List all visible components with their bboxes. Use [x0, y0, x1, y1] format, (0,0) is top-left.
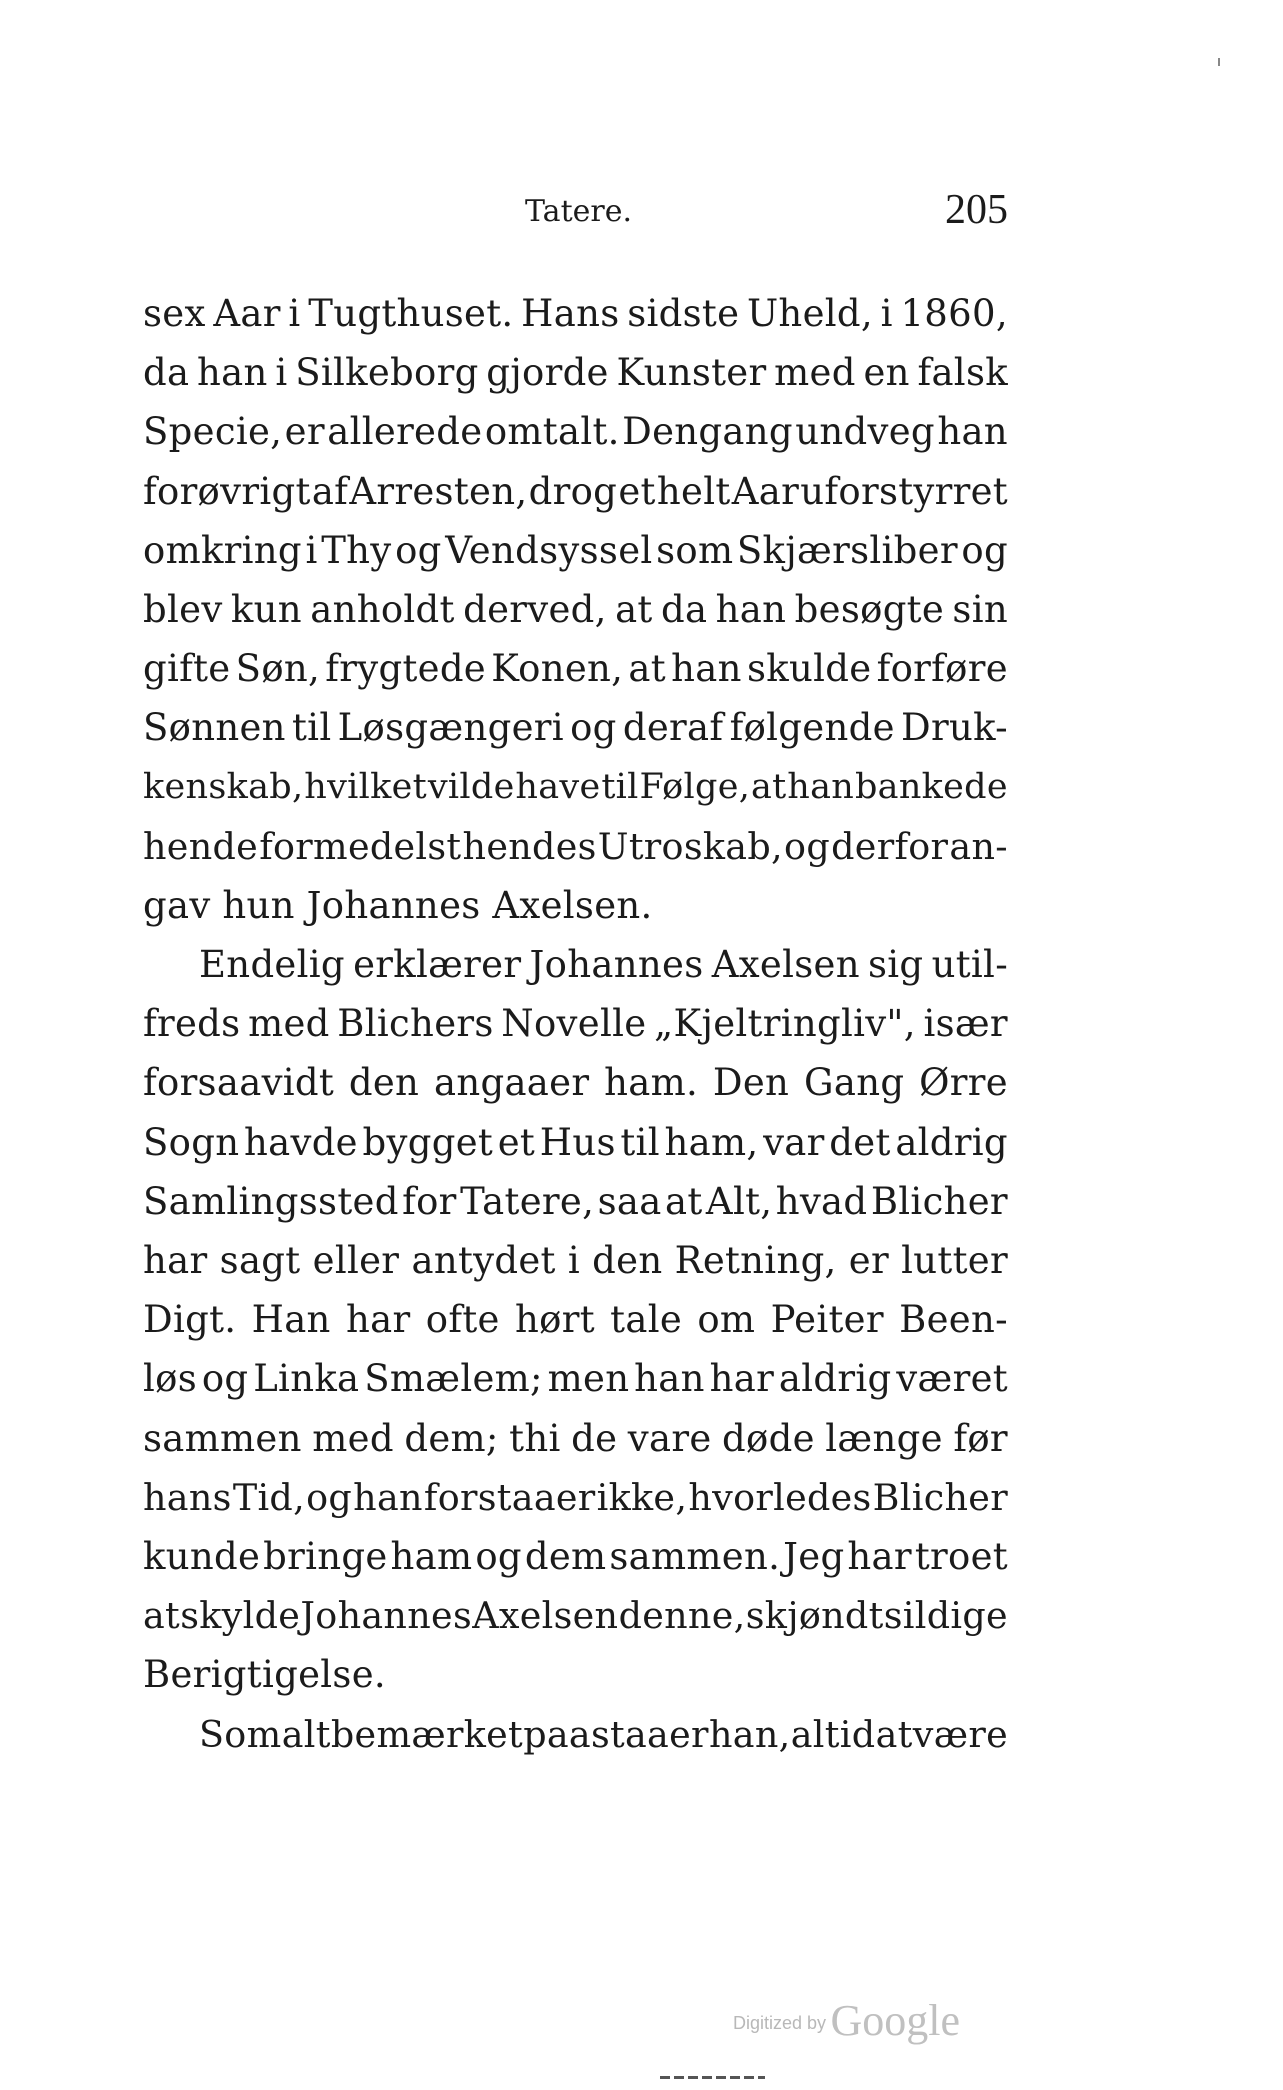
word: Sogn [143, 1120, 240, 1164]
word: Løsgængeri [337, 706, 564, 750]
word: i [275, 351, 288, 395]
body-text [143, 284, 1008, 1764]
word: saa [597, 1179, 662, 1223]
word: Retning, [674, 1239, 837, 1282]
word: følgende [729, 706, 895, 750]
word: sin [952, 587, 1008, 631]
word: frygtede [325, 647, 486, 691]
word: de [571, 1416, 618, 1460]
word: sildige [883, 1594, 1008, 1638]
word: har [709, 1357, 775, 1401]
word: hvilket [304, 766, 428, 807]
word: ham. [604, 1061, 699, 1105]
text-line [143, 698, 1008, 757]
word: han [937, 410, 1008, 454]
word: undveg [795, 410, 935, 454]
scan-edge-artifact [660, 2076, 765, 2079]
word: eller [312, 1239, 400, 1282]
word: Blichers [337, 1002, 494, 1046]
word: troet [914, 1534, 1008, 1578]
word: Utroskab, [597, 824, 783, 868]
word: hans [143, 1475, 232, 1519]
word: at [143, 1594, 181, 1638]
word: ham, [664, 1120, 759, 1164]
word: thi [509, 1416, 561, 1460]
word: har [345, 1298, 411, 1342]
word: til [620, 1120, 660, 1164]
word: dem [524, 1534, 607, 1578]
word: sex [143, 292, 206, 335]
word: at [875, 1712, 913, 1756]
word: at [750, 766, 787, 807]
text-line [143, 1586, 1008, 1645]
word: freds [143, 1002, 241, 1046]
word: allerede [327, 410, 483, 454]
word: besøgte [794, 587, 945, 631]
word: Arresten, [349, 469, 528, 513]
word: Johannes [529, 943, 704, 987]
word: Vendsyssel [445, 528, 653, 572]
word: og [395, 528, 442, 572]
word: uforstyrret [800, 469, 1008, 513]
text-line [143, 817, 1008, 876]
word: Axelsen [472, 1594, 619, 1638]
word: Sønnen [143, 706, 286, 750]
word: sig [868, 943, 924, 987]
watermark-prefix: Digitized by [733, 2013, 827, 2033]
word: Hans [521, 292, 620, 335]
word: deraf [622, 706, 724, 750]
word: i [288, 292, 301, 335]
text-line [143, 876, 1008, 935]
word: Been- [899, 1298, 1008, 1342]
word: i [567, 1239, 580, 1282]
word: Tugthuset. [308, 292, 514, 335]
word: er [848, 1239, 889, 1282]
word: været [896, 1357, 1008, 1401]
word: Dengang [622, 410, 793, 454]
word: sammen. [609, 1534, 781, 1578]
word: og [201, 1357, 249, 1401]
word: at [615, 587, 653, 631]
word: en [863, 351, 910, 395]
word: anholdt [310, 587, 455, 631]
word: om [697, 1298, 756, 1342]
word: Novelle [501, 1002, 647, 1046]
word: Blicher [870, 1179, 1008, 1223]
word: Ørre [919, 1061, 1008, 1105]
word: Aar [731, 469, 800, 513]
text-line [143, 462, 1008, 521]
word: Søn, [235, 647, 321, 691]
text-line [143, 1172, 1008, 1231]
word: han [197, 351, 268, 395]
word: denne, [618, 1594, 746, 1638]
word: den [348, 1061, 420, 1105]
word: derfor [831, 824, 949, 868]
word: Alt, [705, 1179, 773, 1223]
word: antydet [411, 1239, 556, 1282]
word: Axelsen. [492, 883, 653, 927]
word: aldrig [778, 1357, 892, 1401]
word: et [618, 469, 656, 513]
word: Følge, [639, 766, 751, 807]
word: omtalt. [484, 410, 620, 454]
word: kun [230, 587, 302, 631]
word: til [292, 706, 332, 750]
word: erklærer [353, 943, 522, 987]
word: Druk- [901, 706, 1008, 750]
word: skulde [746, 647, 872, 691]
word: Hus [539, 1120, 616, 1164]
word: blev [143, 587, 223, 631]
word: Kunster [616, 351, 767, 395]
word: som [656, 528, 734, 572]
word: Uheld, [746, 292, 873, 335]
watermark-logo: Google [830, 1996, 961, 2045]
word: Samlingssted [143, 1179, 399, 1223]
word: forføre [876, 647, 1008, 691]
text-line [143, 1231, 1008, 1290]
word: og [961, 528, 1008, 572]
word: og [784, 824, 830, 868]
word: Endelig [199, 943, 345, 987]
word: hørt [515, 1298, 595, 1342]
word: have [515, 766, 601, 807]
word: ofte [425, 1298, 500, 1342]
word: Han [251, 1298, 331, 1342]
word: han, [708, 1712, 791, 1756]
word: hun [222, 883, 295, 927]
word: bankede [854, 766, 1008, 807]
word: kunde [143, 1534, 261, 1578]
word: forsaavidt [143, 1061, 335, 1105]
word: før [953, 1416, 1008, 1460]
word: falsk [917, 351, 1008, 395]
word: Johannes [306, 883, 481, 927]
text-line [143, 284, 1008, 343]
word: Peiter [770, 1298, 884, 1342]
text-line [143, 1290, 1008, 1349]
word: altid [790, 1712, 876, 1756]
word: Aar [213, 292, 281, 335]
word: af [311, 469, 349, 513]
word: forøvrigt [143, 469, 311, 513]
word: Den [712, 1061, 790, 1105]
word: bemærket [330, 1712, 524, 1756]
word: lutter [901, 1239, 1008, 1282]
word: han [787, 766, 855, 807]
word: den [592, 1239, 663, 1282]
word: med [312, 1416, 394, 1460]
word: sagt [219, 1239, 301, 1282]
word: alt [281, 1712, 331, 1756]
text-line [143, 935, 1008, 994]
word: hende [143, 824, 259, 868]
word: kenskab, [143, 766, 304, 807]
word: Skjærsliber [736, 528, 958, 572]
word: derved, [463, 587, 607, 631]
page-number: 205 [945, 187, 1008, 233]
word: Tatere, [460, 1179, 595, 1223]
word: Thy [321, 528, 392, 572]
word: længe [825, 1416, 943, 1460]
word: paastaaer [523, 1712, 709, 1756]
text-line [143, 1705, 1008, 1764]
word: skjøndt [745, 1594, 884, 1638]
word: et [497, 1120, 536, 1164]
text-line [143, 402, 1008, 461]
word: i [305, 528, 318, 572]
word: med [248, 1002, 330, 1046]
text-line [143, 580, 1008, 639]
word: ham [390, 1534, 473, 1578]
word: og [570, 706, 617, 750]
word: Silkeborg [295, 351, 479, 395]
word: være [912, 1712, 1008, 1756]
word: sammen [143, 1416, 302, 1460]
word: drog [528, 469, 618, 513]
word: ikke, [596, 1475, 688, 1519]
word: Blicher [872, 1475, 1008, 1519]
word: da [660, 587, 708, 631]
word: og [306, 1475, 353, 1519]
word: Axelsen [711, 943, 860, 987]
word: gjorde [486, 351, 609, 395]
word: og [475, 1534, 522, 1578]
word: at [628, 647, 666, 691]
word: Specie, [143, 410, 283, 454]
word: tale [610, 1298, 683, 1342]
word: gifte [143, 647, 231, 691]
word: især [923, 1002, 1008, 1046]
word: Smælem; [364, 1357, 543, 1401]
word: det [829, 1120, 891, 1164]
word: men [547, 1357, 630, 1401]
word: Tid, [232, 1475, 305, 1519]
text-line [143, 1409, 1008, 1468]
word: hvad [775, 1179, 868, 1223]
text-line [143, 1053, 1008, 1112]
word: formedelst [259, 824, 462, 868]
word: Gang [803, 1061, 905, 1105]
word: han [634, 1357, 705, 1401]
word: at [664, 1179, 703, 1223]
word: han [671, 647, 742, 691]
word: sidste [627, 292, 740, 335]
text-line [143, 1527, 1008, 1586]
word: gav [143, 883, 211, 927]
text-line [143, 1113, 1008, 1172]
word: Digt. [143, 1298, 237, 1342]
text-line [143, 343, 1008, 402]
word: omkring [143, 528, 302, 572]
word: hendes [462, 824, 597, 868]
digitized-watermark [733, 1995, 960, 2046]
word: da [143, 351, 190, 395]
running-head: Tatere. [525, 194, 633, 229]
word: med [774, 351, 856, 395]
page-header [143, 186, 1008, 246]
word: er [284, 410, 325, 454]
word: util- [931, 943, 1008, 987]
text-line [143, 1349, 1008, 1408]
word: vilde [427, 766, 515, 807]
word: Berigtigelse. [143, 1653, 386, 1697]
word: i [880, 292, 893, 335]
word: bringe [263, 1534, 388, 1578]
text-line [143, 994, 1008, 1053]
word: vare [627, 1416, 712, 1460]
word: helt [656, 469, 731, 513]
word: til [601, 766, 639, 807]
text-line [143, 639, 1008, 698]
word: 1860, [900, 292, 1008, 335]
word: Jeg [783, 1534, 845, 1578]
word: „Kjeltringliv", [654, 1002, 916, 1046]
word: han [353, 1475, 423, 1519]
word: har [143, 1239, 208, 1282]
word: Som [199, 1712, 282, 1756]
word: an- [949, 824, 1008, 868]
word: forstaaer [423, 1475, 596, 1519]
word: var [763, 1120, 825, 1164]
word: døde [722, 1416, 815, 1460]
word: han [715, 587, 787, 631]
word: angaaer [433, 1061, 590, 1105]
word: Konen, [491, 647, 624, 691]
word: for [402, 1179, 457, 1223]
word: havde [244, 1120, 358, 1164]
text-line [143, 1468, 1008, 1527]
word: aldrig [895, 1120, 1008, 1164]
word: hvorledes [688, 1475, 872, 1519]
scan-speck [1218, 58, 1220, 66]
word: skylde [180, 1594, 301, 1638]
word: bygget [362, 1120, 494, 1164]
text-line [143, 758, 1008, 817]
word: har [847, 1534, 912, 1578]
word: løs [143, 1357, 197, 1401]
word: Johannes [300, 1594, 472, 1638]
word: dem; [404, 1416, 499, 1460]
word: Linka [253, 1357, 360, 1401]
text-line [143, 1645, 1008, 1704]
text-line [143, 521, 1008, 580]
